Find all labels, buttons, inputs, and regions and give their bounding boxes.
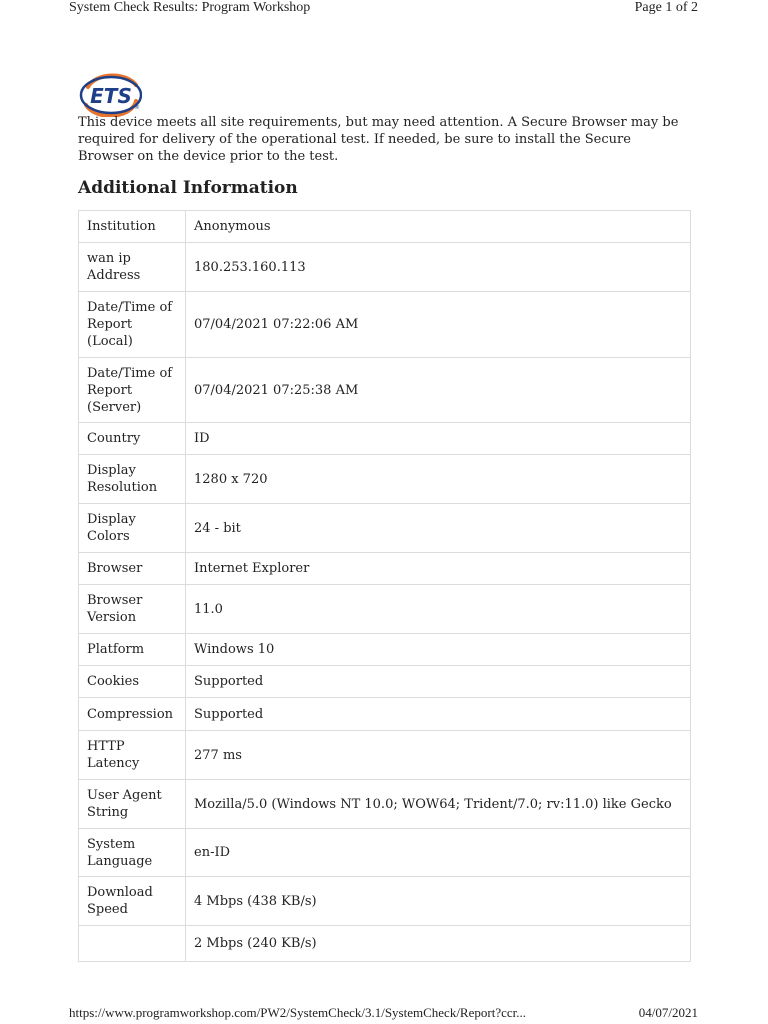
table-row [79,666,691,698]
row-label: Compression [79,698,186,731]
row-label: HTTP Latency [79,731,186,780]
ets-logo-icon [78,73,142,117]
table-row [79,877,691,926]
row-label: Country [79,423,186,455]
row-label: Display Colors [79,504,186,553]
table-row [79,585,691,634]
row-value: 07/04/2021 07:22:06 AM [186,292,691,358]
row-label: Browser [79,553,186,585]
row-label: wan ip Address [79,243,186,292]
intro-text: This device meets all site requirements, but may need attention. A Secure Browser may be required for delivery of the operational test. If needed, be sure to install the Secure Browser on the device prior to the test. [78,115,679,164]
row-value: 11.0 [186,585,691,634]
row-value: 4 Mbps (438 KB/s) [186,877,691,926]
table-row [79,211,691,243]
table-row [79,455,691,504]
row-label [79,926,186,962]
table-row [79,243,691,292]
row-value: 2 Mbps (240 KB/s) [186,926,691,962]
table-row [79,698,691,731]
print-header-title: System Check Results: Program Workshop [69,0,311,15]
print-footer-date: 04/07/2021 [638,1005,698,1020]
row-value: 1280 x 720 [186,455,691,504]
row-label: Display Resolution [79,455,186,504]
row-label: Institution [79,211,186,243]
table-row [79,926,691,962]
table-row [79,292,691,358]
print-header-page: Page 1 of 2 [634,0,698,15]
info-table [78,210,691,962]
row-value: 180.253.160.113 [186,243,691,292]
row-label: Browser Version [79,585,186,634]
row-value: ID [186,423,691,455]
row-label: Cookies [79,666,186,698]
row-value: 24 - bit [186,504,691,553]
info-table-body [79,211,691,962]
table-row [79,504,691,553]
row-label: User Agent String [79,780,186,829]
section-title: Additional Information [78,178,298,198]
row-value: 277 ms [186,731,691,780]
table-row [79,553,691,585]
table-row [79,634,691,666]
row-value: 07/04/2021 07:25:38 AM [186,358,691,423]
table-row [79,780,691,829]
row-label: Date/Time of Report (Server) [79,358,186,423]
print-footer [0,1005,768,1024]
print-footer-url[interactable]: https://www.programworkshop.com/PW2/SystemCheck/3.1/SystemCheck/Report?ccr... [69,1005,526,1020]
row-value: Anonymous [186,211,691,243]
table-row [79,358,691,423]
row-value: en-ID [186,829,691,877]
row-value: Supported [186,698,691,731]
row-label: Download Speed [79,877,186,926]
table-row [79,829,691,877]
svg-text:®: ® [134,104,140,111]
row-value: Supported [186,666,691,698]
print-header [0,0,768,22]
ets-logo-text: ETS [90,84,132,108]
row-label: System Language [79,829,186,877]
ets-logo [78,73,142,117]
row-value: Mozilla/5.0 (Windows NT 10.0; WOW64; Trident/7.0; rv:11.0) like Gecko [186,780,691,829]
row-label: Platform [79,634,186,666]
row-label: Date/Time of Report (Local) [79,292,186,358]
table-row [79,423,691,455]
table-row [79,731,691,780]
row-value: Windows 10 [186,634,691,666]
row-value: Internet Explorer [186,553,691,585]
